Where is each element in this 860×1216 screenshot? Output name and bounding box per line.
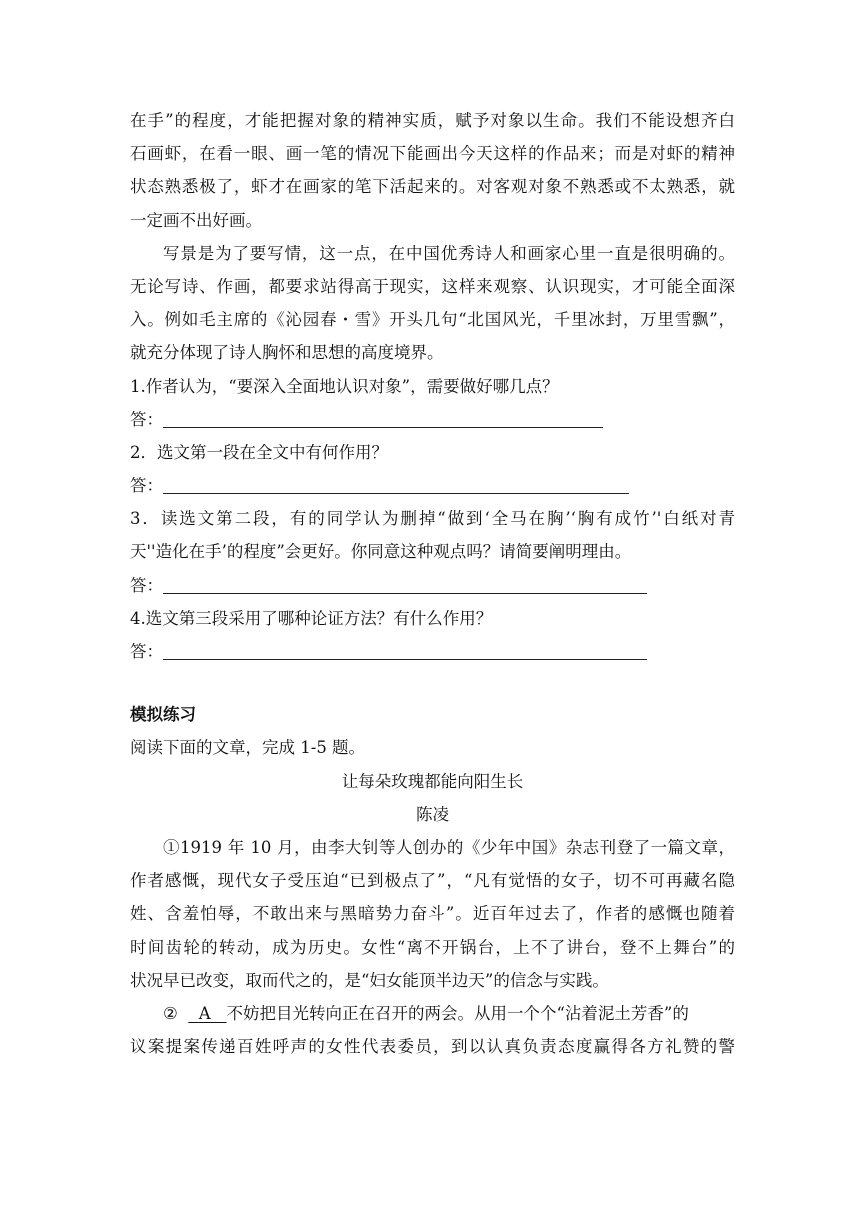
paragraph-marker: ② [163,1003,178,1023]
question-text: 4.选文第三段采用了哪种论证方法？有什么作用？ [130,608,493,628]
answer-blank[interactable] [163,637,647,660]
question-2 [130,436,735,502]
passage-1-line: 无论写诗、作画，都要求站得高于现实，这样来观察、认识现实，才可能全面深 [130,276,735,296]
section-instruction: 阅读下面的文章，完成 1-5 题。 [130,738,366,758]
passage-2-line: 状况早已改变，取而代之的，是“妇女能顶半边天”的信念与实践。 [130,970,609,990]
passage-2-line: 时间齿轮的转动，成为历史。女性“离不开锅台，上不了讲台，登不上舞台”的 [130,937,735,957]
answer-blank[interactable] [163,405,603,428]
answer-label: 答： [130,575,163,595]
article-title: 让每朵玫瑰都能向阳生长 [341,771,524,791]
passage-2-line [130,997,735,1030]
document-page [130,104,735,1063]
passage-2-text: 不妨把目光转向正在召开的两会。从用一个个“沾着泥土芳香”的 [226,1003,689,1023]
passage-1-line: 状态熟悉极了，虾才在画家的笔下活起来的。对客观对象不熟悉或不太熟悉，就 [130,177,735,197]
passage-2-paragraph-1 [130,831,735,997]
answer-blank[interactable] [163,471,629,494]
answer-label: 答： [130,476,163,496]
passage-2-line: ①1919 年 10 月，由李大钊等人创办的《少年中国》杂志刊登了一篇文章， [163,837,735,857]
question-text: 1.作者认为，“要深入全面地认识对象”，需要做好哪几点？ [130,376,559,396]
passage-2-paragraph-2 [130,997,735,1063]
section-heading: 模拟练习 [130,705,196,725]
question-4 [130,602,735,668]
answer-label: 答： [130,409,163,429]
passage-1-line: 入。例如毛主席的《沁园春・雪》开头几句“北国风光，千里冰封，万里雪飘”， [130,310,735,330]
answer-label: 答： [130,642,163,661]
answer-line [130,569,735,602]
passage-2-line: 作者感慨，现代女子受压迫“已到极点了”，“凡有觉悟的女子，切不可再藏名隐 [130,871,735,891]
passage-2-line: 议案提案传递百姓呼声的女性代表委员，到以认真负责态度赢得各方礼赞的警 [130,1037,735,1057]
passage-1-line: 石画虾，在看一眼、画一笔的情况下能画出今天这样的作品来；而是对虾的精神 [130,144,735,164]
passage-1-line: 一定画不出好画。 [130,210,262,230]
article-author: 陈凌 [416,804,449,824]
answer-line [130,469,735,502]
answer-line [130,403,735,436]
passage-1-line: 就充分体现了诗人胸怀和思想的高度境界。 [130,343,444,363]
answer-line [130,635,735,668]
question-text: 2．选文第一段在全文中有何作用？ [130,442,388,462]
question-text: 3．读选文第二段，有的同学认为删掉“做到‘全马在胸’‘胸有成竹’'白纸对青 [130,509,735,529]
question-text: 天''造化在手’的程度”会更好。你同意这种观点吗？请简要阐明理由。 [130,542,632,562]
fill-in-blank-a[interactable]: A [198,1003,211,1023]
answer-blank[interactable] [163,571,647,594]
passage-1-line: 写景是为了要写情，这一点，在中国优秀诗人和画家心里一直是很明确的。 [163,243,735,263]
passage-1-line: 在手”的程度，才能把握对象的精神实质，赋予对象以生命。我们不能设想齐白 [130,111,735,130]
question-3 [130,502,735,602]
question-1 [130,370,735,436]
passage-1 [130,104,735,370]
passage-2-line: 姓、含羞怕辱，不敢出来与黑暗势力奋斗”。近百年过去了，作者的感慨也随着 [130,904,735,924]
